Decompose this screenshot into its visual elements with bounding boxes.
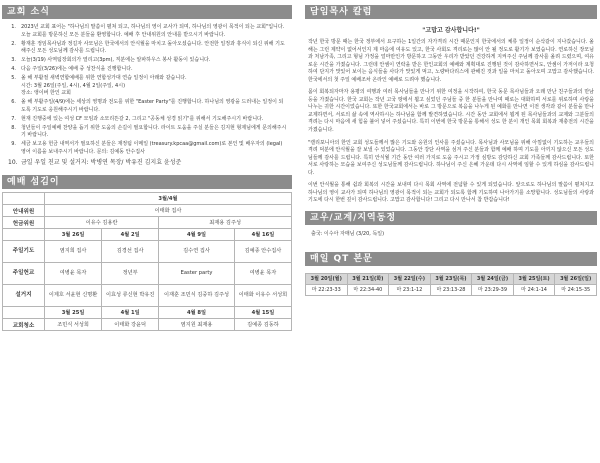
offering-label: 헌금위원 <box>3 217 45 229</box>
notice-number: 9. <box>11 141 16 148</box>
notice-text <box>21 41 288 56</box>
qt-passage: 마 22:23-33 <box>306 284 348 295</box>
notice-item <box>8 125 288 140</box>
notice-item <box>8 24 288 39</box>
qt-section <box>305 252 597 296</box>
outreach-header: 교우/교계/지역동정 <box>305 211 597 225</box>
qt-passage: 마 24:15-35 <box>555 284 597 295</box>
notice-item <box>8 66 288 74</box>
notice-subline: 시간: 3월 26일(주일, 4시), 4월 2일(주일, 4시) <box>21 82 126 89</box>
cleaning-cell: 염지원 최재용 <box>159 319 235 331</box>
cleaning-date: 4월 1일 <box>102 307 159 319</box>
notice-number: 3. <box>11 57 16 64</box>
notice-number: 8. <box>11 124 16 131</box>
left-column <box>2 5 292 331</box>
qt-passage: 마 23:13-28 <box>430 284 472 295</box>
qt-date: 3월 24일(금) <box>472 273 514 284</box>
duty-row-label: 설거지 <box>3 285 45 307</box>
notice-item <box>8 41 288 56</box>
qt-passage: 마 23:29-39 <box>472 284 514 295</box>
usher-value: 이태화 집사 <box>45 205 292 217</box>
cleaning-date: 4월 15일 <box>234 307 291 319</box>
service-date: 4월 9일 <box>159 229 235 241</box>
cleaning-cell: 조민식 서성희 <box>45 319 102 331</box>
cleaning-label: 교회청소 <box>3 319 45 331</box>
notice-body: 2023년 교회 표어는 "하나님의 말씀이 펼쳐 되고, 하나님의 영이 교사가 되며, 하나님의 영광이 목적이 되는 교회"입니다. 오늘 교회를 방문하신 모든 분들을 환영합니다. 예배 후 안내위원의 안내를 받으시기 바랍니다. <box>21 24 285 38</box>
column-header: 담임목사 칼럼 <box>305 5 597 19</box>
notice-text <box>21 66 288 74</box>
cleaning-cell: 김예종 김동하 <box>234 319 291 331</box>
notice-number: 2. <box>11 40 16 47</box>
offering-value: 이유수 김용란 <box>45 217 159 229</box>
qt-header: 매일 QT 본문 <box>305 252 597 266</box>
notice-number: 10. <box>8 159 18 167</box>
notice-subline: 장소: 앵이버 한인 교회 <box>21 90 71 97</box>
notice-body: 세금 보고용 헌금 내역서가 필요하신 분들은 재정팀 이메일 (treasury.kpcaa@gmail.com)로 본인 및 배우자의 (legal) 영어 이름을 보내주시기 바랍니다. 문의: 김예동 안수집사 <box>21 141 283 156</box>
cleaning-date: 4월 8일 <box>159 307 235 319</box>
notice-text <box>21 116 288 124</box>
notice-item <box>8 57 288 65</box>
service-date: 3월 26일 <box>45 229 102 241</box>
notice-number: 1. <box>11 24 16 30</box>
duty-blank-cell <box>3 307 45 319</box>
notice-text <box>21 125 288 140</box>
qt-date: 3월 23일(목) <box>430 273 472 284</box>
notice-number: 5. <box>11 75 16 82</box>
duty-cell: 김경선 집사 <box>102 241 159 263</box>
duty-cell: 김수연 집사 <box>159 241 235 263</box>
duty-blank-cell <box>3 193 45 205</box>
qt-date: 3월 26일(일) <box>555 273 597 284</box>
duty-cell: 여병윤 목자 <box>234 263 291 285</box>
service-date: 4월 16일 <box>234 229 291 241</box>
duty-row-label: 주일기도 <box>3 241 45 263</box>
duty-cell: 여병윤 목자 <box>45 263 102 285</box>
month-header: 3월/4월 <box>45 193 292 205</box>
notice-body: 현재 진행중에 있는 여성 CF 모임과 소모리뜬갈 2, 그리고 "공동체 성경 읽기"를 위해서 기도해주시기 바랍니다. <box>21 115 264 122</box>
notice-body: 금일 우일 친교 및 설거지: 박병연 목장/ 박유진 김지효 윤성준 <box>21 159 182 167</box>
notice-text <box>21 99 288 114</box>
qt-date: 3월 21일(화) <box>347 273 389 284</box>
column-paragraph: "캘리포니아의 한인 교회 성도들께서 많은 기도와 응원의 인사를 주셨습니다. 목사님과 사모님을 위해 아낌없이 기도하는 교우들의 격려 덕분에 안식월을 잘 보낼 수 있었습니다. 그동안 강단 사역을 섬겨 주신 분들과 함께 예배 하며 기도를 아끼지 않으신 모든 성도님들께 감사를 드립니다. 특히 안식월 기간 동안 여러 가지로 도움 주시고 가정 심방도 감당하신 교회 가족들께 감사드립니다. 또한 서로 사랑하는 모습을 보여주신 성도님들께 감사드립니다. 하나님이 주신 은혜 가운데 다시 사역에 임할 수 있게 하심을 감사드립니다. <box>308 139 594 176</box>
notice-body: 청년들이 주일예배 찬양을 돕기 위한 도움의 손길이 필요합니다. 라이트 도움을 주실 분들은 김지현 형제님에게 문의해주시기 바랍니다. <box>21 124 287 139</box>
notice-body: 오늘(3/19) 사역팀장회의가 열리고(3pm), 직분에는 알파하우스 봉사 활동이 있습니다. <box>21 57 211 64</box>
cleaning-date: 3월 25일 <box>45 307 102 319</box>
duty-blank-cell <box>3 229 45 241</box>
qt-date: 3월 25일(토) <box>513 273 555 284</box>
qt-date: 3월 20일(월) <box>306 273 348 284</box>
notice-text <box>21 158 288 167</box>
notice-number: 7. <box>11 115 16 122</box>
column-paragraph: 몸이 회복되자마자 용평의 여행과 여러 목사님들을 만나기 위한 여정을 시작하여, 한국 동문 목사님들과 오래 만난 친구들과의 만남 등을 가졌습니다. 한국 교회는 작년 고국 땅에서 뵙고 싶었던 주님들 중 한 분들을 만나며 때로는 대화하며 서로를 위로하며 사랑을 나누는 귀한 시간이었습니다. 또한 한국교회에서는 바로 그 방문으로 복음을 나누게 된 예화를 만나면 이전 생각과 같이 분들을 만나 교제하면서, 서로의 삶 속에 역사하시는 하나님을 함께 발견하였습니다. 시간 동안 교회에서 뵙게 된 목사님들과의 교제와 그분들의 격려는 다시 마음에 새 힘을 불어 넣어 주셨습니다. 특히 이번에 한국 방문을 통해서 성도 한 분이 개인 목회 회복과 재충전의 시간을 가졌습니다. <box>308 89 594 134</box>
column-paragraph: 이번 안식월을 통해 쉼과 회복의 시간을 보내며 다시 목회 사역에 전념할 수 있게 되었습니다. 앞으로도 하나님의 말씀이 펼쳐지고 하나님의 영이 교사가 되며 하나님의 영광이 목적이 되는 교회가 되도록 함께 기도하며 나아가기를 소망합니다. 성도님들의 사랑과 기도에 다시 한번 깊이 감사드립니다. 고맙고 감사합니다! 그리고 다시 만나서 참 반갑습니다! <box>308 182 594 204</box>
qt-passage: 마 22:34-40 <box>347 284 389 295</box>
qt-passage: 마 23:1-12 <box>389 284 431 295</box>
notice-item <box>8 141 288 156</box>
notice-item <box>8 75 288 98</box>
duty-cell: Easter party <box>159 263 235 285</box>
notices-list <box>2 19 292 167</box>
notice-item <box>8 99 288 114</box>
duty-cell: 이재훈 조민식 김중하 김주성 <box>159 285 235 307</box>
duty-cell: 김예종 안수집사 <box>234 241 291 263</box>
duty-cell: 정년부 <box>102 263 159 285</box>
notice-text <box>21 57 288 65</box>
notice-number: 4. <box>11 66 16 73</box>
duty-section <box>2 175 292 331</box>
notice-number: 6. <box>11 99 16 106</box>
duty-cell: 이효성 류신현 박유진 <box>102 285 159 307</box>
duty-cell: 염지희 집사 <box>45 241 102 263</box>
outreach-text: 출국: 이수아 자매님 (3/20, 독일) <box>311 230 385 237</box>
notice-item <box>8 158 288 167</box>
usher-label: 안내위원 <box>3 205 45 217</box>
qt-table <box>305 273 597 296</box>
notice-body: 다음 주일(3/26)에는 예배 중 성찬식을 진행합니다. <box>21 66 133 73</box>
notice-body: 황재훈 정임목사님과 정길자 사모님은 한국에서의 안식월을 마치고 돌아오셨습니다. 안전한 일정과 휴식이 되신 위해 기도해주신 모든 성도님께 감사를 드립니다. <box>21 40 285 55</box>
offering-value: 최재용 김주성 <box>159 217 292 229</box>
qt-passage: 마 24:1-14 <box>513 284 555 295</box>
column-paragraph: 작년 한국 방문 때는 한국 정부에서 요구하는 1일간의 자가격리 시간 때문인지 한국에서의 체류 일정이 순삭같이 지나갔습니다. 올 해는 그런 제약이 없어서인지 제 마음에 여유도 있고, 한국 사회도 격리로는 많이 안 될 정도로 활기가 보였습니다. 연로하신 장모님과 처남가족, 그리고 형님 가정을 얼마만인가 방문하고 그동안 우리가 받았던 건강하게 지켜주신 주님께 감사를 올려 드렸으며, 여유로운 시간을 가졌습니다. 그런데 안셈이 연락을 받은 한인교회의 예배와 계획대로 진행된 것이 감사하면서도, 안셈이 가저이라 요청하여 단지가 맛있어 보이는 음식들을 사다가 맛있게 먹고, 노량바다리스에 관해진 것과 일을 마치고 돌아오며 고맙고 감사했습니다. 한국에서의 첫 주일 예배조차 온라인 예배로 드려야 했습니다. <box>308 39 594 83</box>
service-date: 4월 2일 <box>102 229 159 241</box>
qt-date: 3월 22일(수) <box>389 273 431 284</box>
duty-cell: 이제호 서윤현 신명환 <box>45 285 102 307</box>
duty-table <box>2 192 292 331</box>
notice-text <box>21 75 288 98</box>
duty-header: 예배 섬김이 <box>2 175 292 189</box>
column-title: "고맙고 감사합니다!" <box>422 27 480 34</box>
duty-row-label: 주일헌교 <box>3 263 45 285</box>
notices-header: 교회 소식 <box>2 5 292 19</box>
outreach-section <box>305 211 597 242</box>
notice-text <box>21 24 288 39</box>
notice-body: 올 해 부활절 새벽연합예배를 위한 연합성가대 연습 일정이 아래와 같습니다. <box>21 75 187 82</box>
right-column <box>305 5 597 296</box>
notice-item <box>8 116 288 124</box>
notice-body: 올 해 부활주일(4/9)에는 세상의 영명과 전도를 위한 "Easter Party"를 진행합니다. 하나님의 영광을 드러내는 일정이 되도록 기도로 응원해주시기 바랍니다. <box>21 99 284 113</box>
cleaning-cell: 이태화 강윤덕 <box>102 319 159 331</box>
notice-text <box>21 141 288 156</box>
duty-cell: 이태화 이유수 서성희 <box>234 285 291 307</box>
